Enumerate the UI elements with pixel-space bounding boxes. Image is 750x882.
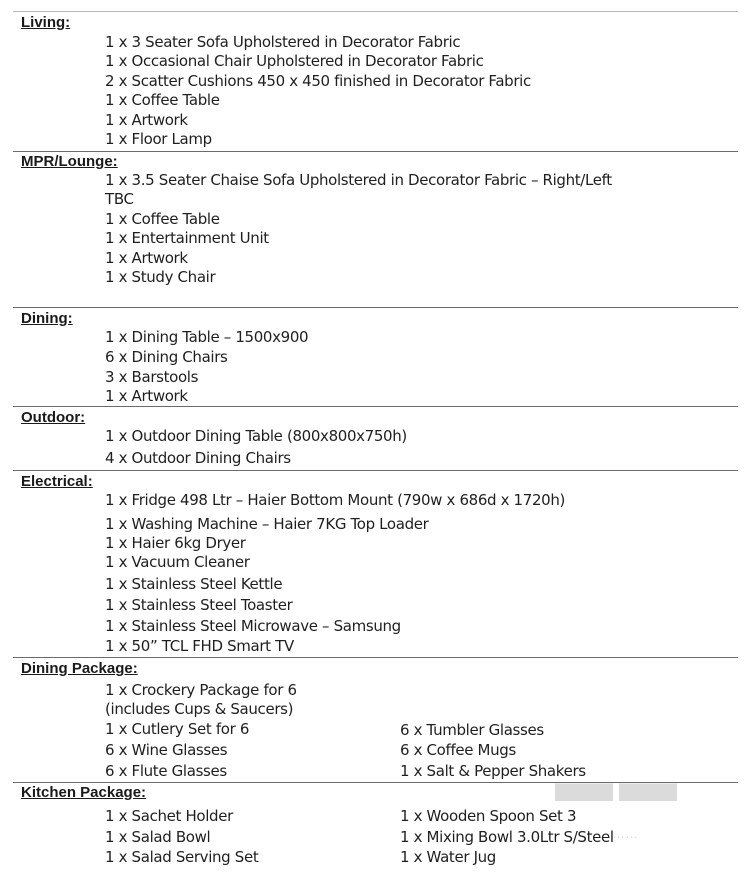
list-item: 6 x Coffee Mugs bbox=[400, 741, 516, 759]
divider bbox=[13, 657, 738, 658]
list-item: 1 x Stainless Steel Microwave – Samsung bbox=[105, 617, 401, 635]
list-item: 1 x Artwork bbox=[105, 387, 188, 405]
list-item: 1 x Washing Machine – Haier 7KG Top Loader bbox=[105, 515, 429, 533]
divider bbox=[13, 307, 738, 308]
list-item: 1 x Coffee Table bbox=[105, 210, 220, 228]
list-item: 1 x Entertainment Unit bbox=[105, 229, 269, 247]
list-item: 4 x Outdoor Dining Chairs bbox=[105, 449, 291, 467]
divider bbox=[13, 11, 738, 12]
divider bbox=[13, 151, 738, 152]
list-item: 1 x Outdoor Dining Table (800x800x750h) bbox=[105, 427, 407, 445]
list-item: 1 x Dining Table – 1500x900 bbox=[105, 328, 309, 346]
list-item: 1 x Coffee Table bbox=[105, 91, 220, 109]
divider bbox=[13, 406, 738, 407]
list-item: 1 x Salad Bowl bbox=[105, 828, 211, 846]
list-item: 1 x 3 Seater Sofa Upholstered in Decorator Fabric bbox=[105, 33, 461, 51]
list-item: 1 x Fridge 498 Ltr – Haier Bottom Mount (790w x 686d x 1720h) bbox=[105, 491, 565, 509]
list-item: TBC bbox=[105, 190, 134, 208]
section-heading-dining-package: Dining Package: bbox=[21, 660, 138, 677]
divider bbox=[13, 782, 738, 783]
watermark: …… bbox=[612, 826, 638, 841]
section-heading-kitchen-package: Kitchen Package: bbox=[21, 784, 147, 801]
list-item: 2 x Scatter Cushions 450 x 450 finished in Decorator Fabric bbox=[105, 72, 531, 90]
list-item: 3 x Barstools bbox=[105, 368, 199, 386]
section-heading-outdoor: Outdoor: bbox=[21, 409, 86, 426]
section-heading-mpr-lounge: MPR/Lounge: bbox=[21, 153, 118, 170]
list-item: 1 x Crockery Package for 6 bbox=[105, 681, 297, 699]
list-item: 1 x Water Jug bbox=[400, 848, 496, 866]
list-item: 6 x Dining Chairs bbox=[105, 348, 228, 366]
divider bbox=[13, 470, 738, 471]
list-item: 1 x Vacuum Cleaner bbox=[105, 553, 250, 571]
section-heading-electrical: Electrical: bbox=[21, 473, 93, 490]
list-item: 1 x Occasional Chair Upholstered in Decorator Fabric bbox=[105, 52, 484, 70]
list-item: 1 x Sachet Holder bbox=[105, 807, 233, 825]
list-item: 1 x Salad Serving Set bbox=[105, 848, 259, 866]
list-item: 6 x Wine Glasses bbox=[105, 741, 228, 759]
list-item: 1 x Cutlery Set for 6 bbox=[105, 720, 250, 738]
list-item: 1 x Salt & Pepper Shakers bbox=[400, 762, 586, 780]
list-item: 1 x Haier 6kg Dryer bbox=[105, 534, 246, 552]
list-item: 1 x Stainless Steel Toaster bbox=[105, 596, 293, 614]
list-item: 1 x 3.5 Seater Chaise Sofa Upholstered in Decorator Fabric – Right/Left bbox=[105, 171, 612, 189]
list-item: 6 x Flute Glasses bbox=[105, 762, 227, 780]
watermark: ▬▬ bbox=[555, 749, 683, 814]
list-item: 1 x Floor Lamp bbox=[105, 130, 212, 148]
list-item: 1 x Mixing Bowl 3.0Ltr S/Steel bbox=[400, 828, 614, 846]
section-heading-dining: Dining: bbox=[21, 310, 73, 327]
list-item: 1 x Stainless Steel Kettle bbox=[105, 575, 283, 593]
list-item: 1 x Artwork bbox=[105, 111, 188, 129]
list-item: 1 x Study Chair bbox=[105, 268, 216, 286]
list-item: 1 x Artwork bbox=[105, 249, 188, 267]
list-item: (includes Cups & Saucers) bbox=[105, 700, 294, 718]
list-item: 6 x Tumbler Glasses bbox=[400, 721, 544, 739]
list-item: 1 x Wooden Spoon Set 3 bbox=[400, 807, 577, 825]
list-item: 1 x 50” TCL FHD Smart TV bbox=[105, 637, 294, 655]
section-heading-living: Living: bbox=[21, 14, 71, 31]
